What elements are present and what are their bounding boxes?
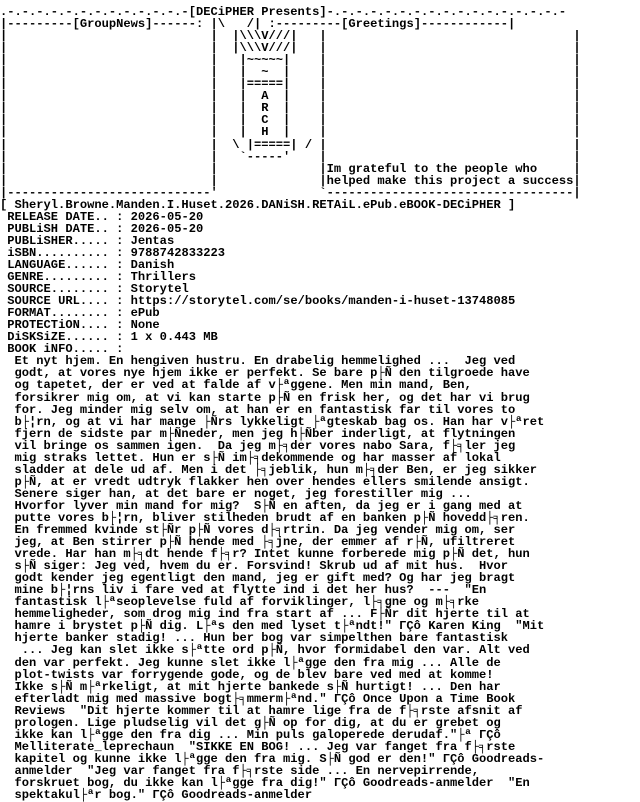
book-info-line: Ikke s├Ñ m├ªrkeligt, at mit hjerte bankede s├Ñ hurtigt! ... Den har — [14, 679, 501, 694]
book-info-line: hamre i brystet p├Ñ dig. L├ªs den med lyset t├ªndt!" ΓÇô Karen King "Mit — [14, 619, 545, 634]
field-label: SOURCE........ : — [7, 282, 124, 297]
field-value: 2026-05-20 — [130, 221, 204, 236]
book-info-line: vrede. Har han m├╕dt hende f├╕r? Intet kunne forberede mig p├Ñ det, hun — [14, 547, 530, 562]
logo-art: \ |=====| / — [217, 137, 320, 152]
book-info-line: p├Ñ, at er vredt udtryk flakker hen over hendes ellers smilende ansigt. — [14, 474, 530, 489]
book-info-line: for. Jeg minder mig selv om, at han er en fantastisk far til vores to — [14, 402, 516, 417]
book-info-line: forsikrer mig om, at vi kan starte p├Ñ en frisk her, og det har vi brug — [14, 390, 530, 405]
book-info-line: Hvorfor lyver min mand for mig? S├Ñ en aften, da jeg er i gang med at — [14, 498, 523, 513]
book-info-line: putte vores b├¦rn, bliver stilheden brudt af en banken p├Ñ hovedd├╕ren. — [14, 510, 530, 525]
field-value: Thrillers — [130, 270, 196, 285]
field-label: iSBN.......... : — [7, 245, 124, 260]
logo-art: `-----' — [217, 149, 320, 164]
field-value: Jentas — [130, 233, 175, 248]
field-label: FORMAT........ : — [7, 306, 124, 321]
field-value: 9788742833223 — [130, 245, 226, 260]
release-name: [ Sheryl.Browne.Manden.I.Huset.2026.DANiSH.RETAiL.ePub.eBOOK-DECiPHER ] — [0, 197, 516, 212]
book-info-line: ikke kan l├ªgge den fra dig ... Min puls galoperede derudaf."├ª ΓÇô — [14, 727, 501, 742]
book-info-line: Et nyt hjem. En hengiven hustru. En drabelig hemmelighed ... Jeg ved — [14, 354, 516, 369]
book-info-line: kapitel og kunne ikke l├ªgge den fra mig. S├Ñ god er den!" ΓÇô Goodreads- — [14, 751, 545, 766]
book-info-line: mine b├¦rns liv i fare ved at flytte ind i det her hus? --- "En — [14, 583, 487, 598]
nfo-text: .-.-.-.-.-.-.-.-.-.-.-.-.-[DECiPHER Presents]-.-.-.-.-.-.-.-.-.-.-.-.-.-.-.-.- |---------[GroupNews]------: |\ /| :---------[Greetings]------------| | | |\\\V///| | | | | |\\\V///| | | | | |~~~~~| | | | | | ~ | | | | | |=====| | | | | | A | | | | | | R | | | | | | C | | | | | | H | | | | | \ |=====| / | | | | `-----' | | | | |Im grateful to the people who | | | |helped make this project a success| |----------------------------' `----------------------------------| [ Sheryl.Browne.Manden.I.Huset.2026.DANiSH.RETAiL.ePub.eBOOK-DECiPHER ] RELEASE DATE.. : 2026-05-20 PUBLiSH DATE.. : 2026-05-20 PUBLiSHER..... : Jentas iSBN.......... : 9788742833223 LANGUAGE...... : Danish GENRE......... : Thrillers SOURCE........ : Storytel SOURCE URL.... : https://storytel.com/se/books/manden-i-huset-13748085 FORMAT........ : ePub PROTECTiON.... : None DiSKSiZE...... : 1 x 0.443 MB BOOK iNFO..... : Et nyt hjem. En hengiven hustru. En drabelig hemmelighed ... Jeg ved godt, at vores nye hjem ikke er perfekt. Se bare p├Ñ den tilgroede have og tapetet, der er ved at falde af v├ªggene. Men min mand, Ben, forsikrer mig om, at vi kan starte p├Ñ en frisk her, og det har vi brug for. Jeg minder mig selv om, at han er en fantastisk far til vores to b├¦rn, og at vi har mange ├Ñrs lykkeligt ├ªgteskab bag os. Han har v├ªret fjern de sidste par m├Ñneder, men jeg h├Ñber inderligt, at flytningen vil bringe os sammen igen. Da jeg m├╕der vores nabo Sara, f├╕ler jeg mig straks lettet. Hun er s├Ñ im├╕dekommende og har masser af lokal sladder at dele ud af. Men i det ├╕jeblik, hun m├╕der Ben, er jeg sikker p├Ñ, at er vredt udtryk flakker hen over hendes ellers smilende ansigt. Senere siger han, at det bare er noget, jeg forestiller mig ... Hvorfor lyver min mand for mig? S├Ñ en aften, da jeg er i gang med at putte vores b├¦rn, bliver stilheden brudt af en banken p├Ñ hovedd├╕ren. En fremmed kvinde st├Ñr p├Ñ vores d├╕rtrin. Da jeg vender mig om, ser jeg, at Ben stirrer p├Ñ hende med ├╕jne, der emmer af r├Ñ, ufiltreret vrede. Har han m├╕dt hende f├╕r? Intet kunne forberede mig p├Ñ det, hun s├Ñ siger: Jeg ved, hvem du er. Forsvind! Skrub ud af mit hus. Hvor godt kender jeg egentligt den mand, jeg er gift med? Og har jeg bragt mine b├¦rns liv i fare ved at flytte ind i det her hus? --- "En fantastisk l├ªseoplevelse fuld af forviklinger, l├╕gne og m├╕rke hemmeligheder, som drog mig ind fra start af ... F├Ñr dit hjerte til at hamre i brystet p├Ñ dig. L├ªs den med lyset t├ªndt!" ΓÇô Karen King "Mit hjerte banker stadig! ... Hun ber bog var simpelthen bare fantastisk ... Jeg kan slet ikke s├ªtte ord p├Ñ, hvor formidabel den var. Alt ved den var perfekt. Jeg kunne slet ikke l├ªgge den fra mig ... Alle de plot-twists var forrygende gode, og de blev bare ved med at komme! Ikke s├Ñ m├ªrkeligt, at mit hjerte bankede s├Ñ hurtigt! ... Den har efterladt mig med massive bogt├╕mmerm├ªnd." ΓÇô Once Upon a Time Book Reviews "Dit hjerte kommer til at hamre lige fra de f├╕rste afsnit af prologen. Lige pludselig vil det g├Ñ op for dig, at du er grebet og ikke kan l├ªgge den fra dig ... Min puls galoperede derudaf."├ª ΓÇô Melliterate_leprechaun "SIKKE EN BOG! ... Jeg var fanget fra f├╕rste kapitel og kunne ikke l├ªgge den fra mig. S├Ñ god er den!" ΓÇô Goodreads- anmelder "Jeg var fanget fra f├╕rste side ... En nervepirrende, forskruet bog, du ikke kan l├ªgge fra dig!" ΓÇô Goodreads-anmelder "En spektakul├ªr bog." ΓÇô Goodreads-anmelder — [0, 5, 581, 802]
field-label: PUBLiSHER..... : — [7, 233, 124, 248]
field-value: None — [130, 318, 160, 333]
book-info-line: Melliterate_leprechaun "SIKKE EN BOG! ... Jeg var fanget fra f├╕rste — [14, 739, 516, 754]
field-label: PROTECTiON.... : — [7, 318, 124, 333]
book-info-line: godt, at vores nye hjem ikke er perfekt. Se bare p├Ñ den tilgroede have — [14, 366, 530, 381]
book-info-line: mig straks lettet. Hun er s├Ñ im├╕dekommende og har masser af lokal — [14, 450, 501, 465]
field-label: SOURCE URL.... : — [7, 294, 124, 309]
book-info-line: vil bringe os sammen igen. Da jeg m├╕der vores nabo Sara, f├╕ler jeg — [14, 438, 516, 453]
book-info-line: s├Ñ siger: Jeg ved, hvem du er. Forsvind! Skrub ud af mit hus. Hvor — [14, 559, 509, 574]
book-info-line: hemmeligheder, som drog mig ind fra start af ... F├Ñr dit hjerte til at — [14, 607, 530, 622]
logo-art: |~~~~~| — [217, 53, 320, 68]
book-info-line: plot-twists var forrygende gode, og de blev bare ved med at komme! — [14, 667, 494, 682]
field-label: DiSKSiZE...... : — [7, 330, 124, 345]
field-label: GENRE......... : — [7, 270, 124, 285]
field-label: PUBLiSH DATE.. : — [7, 221, 124, 236]
page-title: DECiPHER Presents — [195, 5, 320, 19]
book-info-line: spektakul├ªr bog." ΓÇô Goodreads-anmelder — [14, 788, 313, 802]
logo-art: |\\\V///| — [217, 41, 320, 56]
book-info-line: sladder at dele ud af. Men i det ├╕jeblik, hun m├╕der Ben, er jeg sikker — [14, 462, 538, 477]
book-info-line: En fremmed kvinde st├Ñr p├Ñ vores d├╕rtrin. Da jeg vender mig om, ser — [14, 523, 516, 538]
logo-art: | A | — [217, 89, 320, 104]
greeting-line: Im grateful to the people who — [326, 161, 574, 176]
logo-art: | ~ | — [217, 65, 320, 80]
book-info-line: efterladt mig med massive bogt├╕mmerm├ªnd." ΓÇô Once Upon a Time Book — [14, 691, 516, 706]
field-label: RELEASE DATE.. : — [7, 209, 124, 224]
book-info-line: hjerte banker stadig! ... Hun ber bog var simpelthen bare fantastisk — [14, 631, 509, 646]
book-info-line: fjern de sidste par m├Ñneder, men jeg h├Ñber inderligt, at flytningen — [14, 426, 516, 441]
book-info-line: ... Jeg kan slet ikke s├ªtte ord p├Ñ, hvor formidabel den var. Alt ved — [14, 643, 530, 658]
field-value: 2026-05-20 — [130, 209, 204, 224]
book-info-line: Senere siger han, at det bare er noget, jeg forestiller mig ... — [14, 486, 472, 501]
field-label: LANGUAGE...... : — [7, 257, 124, 272]
field-value: ePub — [130, 306, 160, 321]
logo-art: | C | — [217, 113, 320, 128]
logo-art: | H | — [217, 125, 320, 140]
book-info-line: godt kender jeg egentligt den mand, jeg er gift med? Og har jeg bragt — [14, 571, 516, 586]
book-info-line: fantastisk l├ªseoplevelse fuld af forviklinger, l├╕gne og m├╕rke — [14, 595, 479, 610]
field-value: https://storytel.com/se/books/manden-i-huset-13748085 — [130, 294, 516, 309]
book-info-line: prologen. Lige pludselig vil det g├Ñ op for dig, at du er grebet og — [14, 715, 501, 730]
logo-art: |=====| — [217, 77, 320, 92]
book-info-line: Reviews "Dit hjerte kommer til at hamre lige fra de f├╕rste afsnit af — [14, 703, 523, 718]
panel-title-groupnews: [GroupNews] — [72, 17, 153, 32]
logo-art: | R | — [217, 101, 320, 116]
panel-title-greetings: [Greetings] — [341, 17, 421, 32]
book-info-line: anmelder "Jeg var fanget fra f├╕rste side ... En nervepirrende, — [14, 763, 479, 778]
logo-art: |\\\V///| — [217, 29, 320, 44]
book-info-line: forskruet bog, du ikke kan l├ªgge fra dig!" ΓÇô Goodreads-anmelder "En — [14, 776, 530, 790]
field-value: 1 x 0.443 MB — [130, 330, 218, 345]
logo-art — [218, 174, 320, 188]
field-label: BOOK iNFO..... : — [7, 342, 124, 357]
book-info-line: b├¦rn, og at vi har mange ├Ñrs lykkeligt ├ªgteskab bag os. Han har v├ªret — [14, 414, 545, 429]
book-info-line: jeg, at Ben stirrer p├Ñ hende med ├╕jne, der emmer af r├Ñ, ufiltreret — [14, 535, 516, 550]
book-info-line: og tapetet, der er ved at falde af v├ªggene. Men min mand, Ben, — [14, 378, 472, 393]
field-value: Danish — [130, 257, 175, 272]
book-info-line: den var perfekt. Jeg kunne slet ikke l├ªgge den fra mig ... Alle de — [14, 655, 501, 670]
greeting-line: helped make this project a success — [326, 173, 574, 188]
field-value: Storytel — [130, 282, 189, 297]
